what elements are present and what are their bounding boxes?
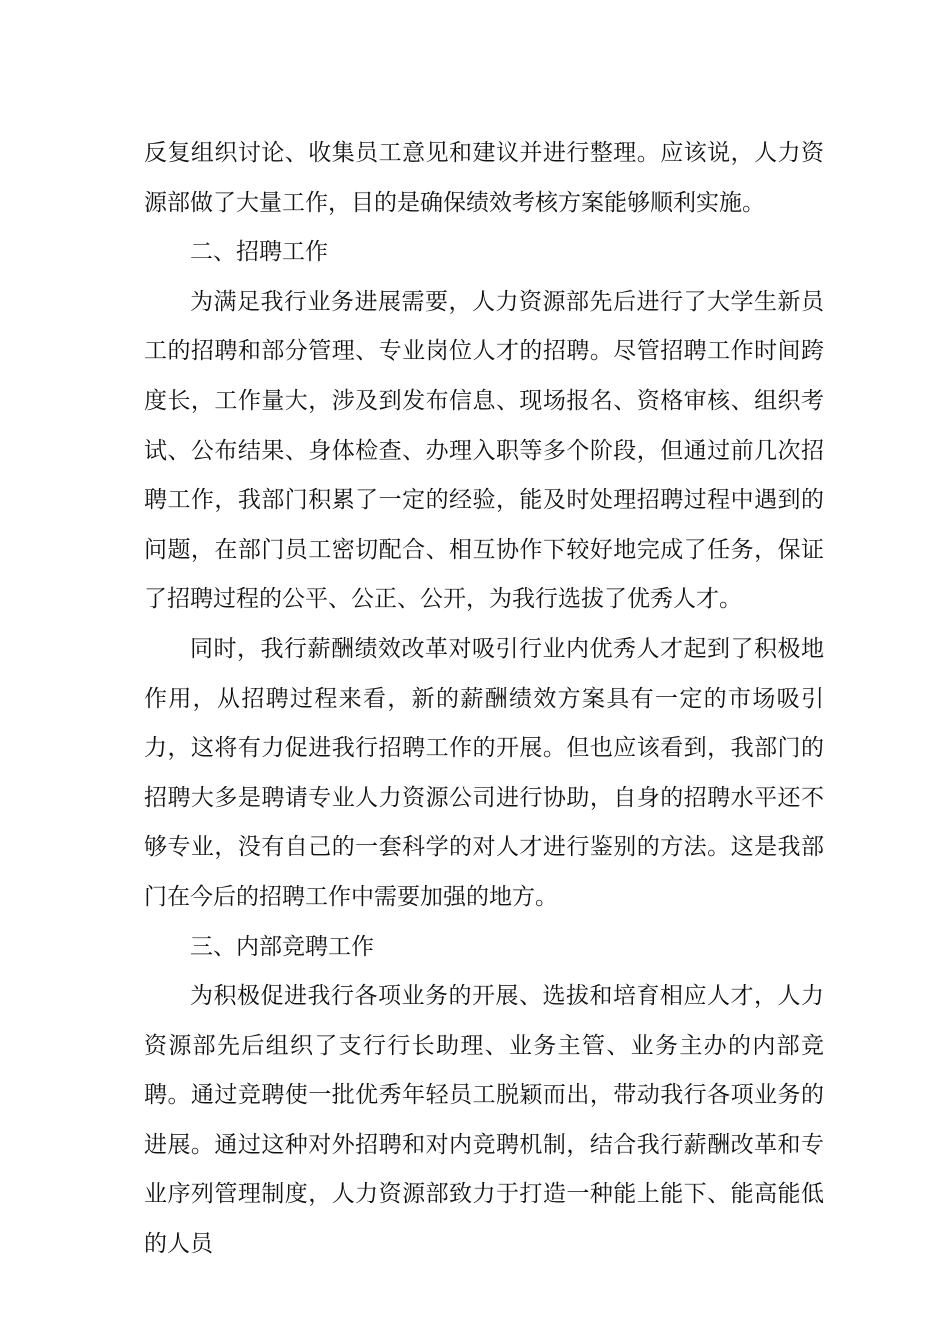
section-heading-recruitment: 二、招聘工作	[190, 239, 328, 266]
paragraph-1: 反复组织讨论、收集员工意见和建议并进行整理。应该说，人力资源部做了大量工作，目的是确保绩效考核方案能够顺利实施。	[144, 140, 824, 216]
section-heading-internal-competition: 三、内部竞聘工作	[190, 933, 374, 960]
document-body	[144, 129, 824, 1270]
paragraph-2: 为满足我行业务进展需要，人力资源部先后进行了大学生新员工的招聘和部分管理、专业岗位人才的招聘。尽管招聘工作时间跨度长，工作量大，涉及到发布信息、现场报名、资格审核、组织考试、公布结果、身体检查、办理入职等多个阶段，但通过前几次招聘工作，我部门积累了一定的经验，能及时处理招聘过程中遇到的问题，在部门员工密切配合、相互协作下较好地完成了任务，保证了招聘过程的公平、公正、公开，为我行选拔了优秀人才。	[144, 288, 824, 613]
paragraph-4: 为积极促进我行各项业务的开展、选拔和培育相应人才，人力资源部先后组织了支行行长助理、业务主管、业务主办的内部竞聘。通过竞聘使一批优秀年轻员工脱颖而出，带动我行各项业务的进展。通过这种对外招聘和对内竞聘机制，结合我行薪酬改革和专业序列管理制度，人力资源部致力于打造一种能上能下、能高能低的人员	[144, 983, 824, 1258]
paragraph-3: 同时，我行薪酬绩效改革对吸引行业内优秀人才起到了积极地作用，从招聘过程来看，新的薪酬绩效方案具有一定的市场吸引力，这将有力促进我行招聘工作的开展。但也应该看到，我部门的招聘大多是聘请专业人力资源公司进行协助，自身的招聘水平还不够专业，没有自己的一套科学的对人才进行鉴别的方法。这是我部门在今后的招聘工作中需要加强的地方。	[144, 635, 824, 910]
